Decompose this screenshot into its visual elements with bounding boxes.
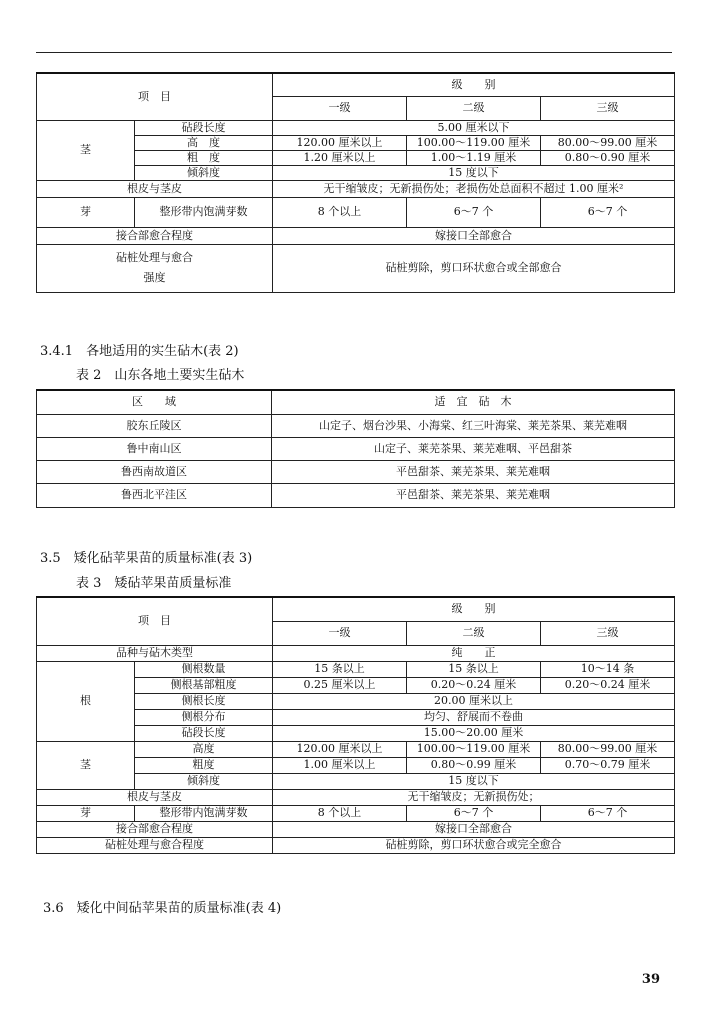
row-label: 根皮与茎皮	[37, 180, 273, 197]
cell: 6～7 个	[541, 805, 675, 821]
section-heading-3-6: 3.6 矮化中间砧苹果苗的质量标准(表 4)	[43, 901, 282, 916]
merged-value: 纯 正	[273, 645, 675, 661]
cell: 80.00～99.00 厘米	[541, 135, 675, 150]
merged-value: 15 度以下	[273, 773, 675, 789]
row-label: 整形带内饱满芽数	[135, 197, 273, 227]
table-2-caption: 表 2 山东各地土要实生砧木	[76, 368, 245, 383]
merged-value: 15.00～20.00 厘米	[273, 725, 675, 741]
row-label: 砧段长度	[135, 725, 273, 741]
row-label: 倾斜度	[135, 165, 273, 180]
header-item: 项 目	[37, 597, 273, 645]
header-stock: 适 宜 砧 木	[272, 390, 675, 414]
table-2	[36, 389, 675, 508]
merged-value: 嫁接口全部愈合	[273, 821, 675, 837]
stock-cell: 平邑甜茶、莱芜茶果、莱芜难咽	[272, 483, 675, 507]
merged-value: 20.00 厘米以上	[273, 693, 675, 709]
cell: 80.00～99.00 厘米	[541, 741, 675, 757]
cell: 1.00～1.19 厘米	[407, 150, 541, 165]
grade-1: 一级	[273, 621, 407, 645]
page-number: 39	[641, 972, 660, 987]
row-label: 接合部愈合程度	[37, 227, 273, 244]
row-label: 整形带内饱满芽数	[135, 805, 273, 821]
merged-value: 砧桩剪除，剪口环状愈合或全部愈合	[273, 244, 675, 292]
region-cell: 鲁中南山区	[37, 437, 272, 460]
section-heading-3-4-1: 3.4.1 各地适用的实生砧木(表 2)	[40, 344, 239, 359]
cell: 1.00 厘米以上	[273, 757, 407, 773]
row-label: 粗 度	[135, 150, 273, 165]
header-item: 项 目	[37, 73, 273, 120]
grade-3: 三级	[541, 96, 675, 120]
row-label: 砧桩处理与愈合程度	[37, 837, 273, 853]
merged-value: 无干缩皱皮；无新损伤处；	[273, 789, 675, 805]
region-cell: 鲁西北平洼区	[37, 483, 272, 507]
row-label: 粗度	[135, 757, 273, 773]
row-label: 高度	[135, 741, 273, 757]
stump-label-line-1: 砧桩处理与愈合	[116, 251, 193, 264]
stem-group: 茎	[37, 741, 135, 789]
stock-cell: 山定子、烟台沙果、小海棠、红三叶海棠、莱芜茶果、莱芜难咽	[272, 414, 675, 437]
stump-label-line-2: 强度	[143, 271, 166, 284]
header-region: 区 域	[37, 390, 272, 414]
row-label: 侧根基部粗度	[135, 677, 273, 693]
cell: 15 条以上	[407, 661, 541, 677]
cell: 0.80～0.99 厘米	[407, 757, 541, 773]
row-label: 根皮与茎皮	[37, 789, 273, 805]
top-rule	[36, 52, 672, 53]
merged-value: 嫁接口全部愈合	[273, 227, 675, 244]
cell: 1.20 厘米以上	[273, 150, 407, 165]
cell: 0.20～0.24 厘米	[407, 677, 541, 693]
root-group: 根	[37, 661, 135, 741]
bud-group: 芽	[37, 805, 135, 821]
section-heading-3-5: 3.5 矮化砧苹果苗的质量标准(表 3)	[40, 551, 253, 566]
stem-group: 茎	[37, 120, 135, 180]
cell: 100.00～119.00 厘米	[407, 135, 541, 150]
stock-cell: 平邑甜茶、莱芜茶果、莱芜难咽	[272, 460, 675, 483]
grade-1: 一级	[273, 96, 407, 120]
table-3-caption: 表 3 矮砧苹果苗质量标准	[76, 576, 232, 591]
cell: 100.00～119.00 厘米	[407, 741, 541, 757]
merged-value: 5.00 厘米以下	[273, 120, 675, 135]
row-label: 品种与砧木类型	[37, 645, 273, 661]
grade-2: 二级	[407, 96, 541, 120]
row-label: 侧根长度	[135, 693, 273, 709]
row-label: 侧根数量	[135, 661, 273, 677]
header-grade: 级 别	[273, 597, 675, 621]
merged-value: 15 度以下	[273, 165, 675, 180]
cell: 120.00 厘米以上	[273, 135, 407, 150]
cell: 120.00 厘米以上	[273, 741, 407, 757]
cell: 6～7 个	[541, 197, 675, 227]
merged-value: 均匀、舒展而不卷曲	[273, 709, 675, 725]
stock-cell: 山定子、莱芜茶果、莱芜难咽、平邑甜茶	[272, 437, 675, 460]
merged-value: 砧桩剪除，剪口环状愈合或完全愈合	[273, 837, 675, 853]
cell: 8 个以上	[273, 805, 407, 821]
cell: 0.70～0.79 厘米	[541, 757, 675, 773]
table-1	[36, 72, 675, 293]
merged-value: 无干缩皱皮；无新损伤处；老损伤处总面积不超过 1.00 厘米²	[273, 180, 675, 197]
cell: 0.20～0.24 厘米	[541, 677, 675, 693]
row-label: 砧段长度	[135, 120, 273, 135]
row-label	[37, 244, 273, 292]
row-label: 侧根分布	[135, 709, 273, 725]
table-3	[36, 596, 675, 854]
row-label: 接合部愈合程度	[37, 821, 273, 837]
cell: 0.80～0.90 厘米	[541, 150, 675, 165]
cell: 0.25 厘米以上	[273, 677, 407, 693]
cell: 10～14 条	[541, 661, 675, 677]
grade-3: 三级	[541, 621, 675, 645]
region-cell: 鲁西南故道区	[37, 460, 272, 483]
grade-2: 二级	[407, 621, 541, 645]
row-label: 高 度	[135, 135, 273, 150]
row-label: 倾斜度	[135, 773, 273, 789]
region-cell: 胶东丘陵区	[37, 414, 272, 437]
bud-group: 芽	[37, 197, 135, 227]
cell: 15 条以上	[273, 661, 407, 677]
cell: 6～7 个	[407, 805, 541, 821]
header-grade: 级 别	[273, 73, 675, 96]
cell: 8 个以上	[273, 197, 407, 227]
cell: 6～7 个	[407, 197, 541, 227]
